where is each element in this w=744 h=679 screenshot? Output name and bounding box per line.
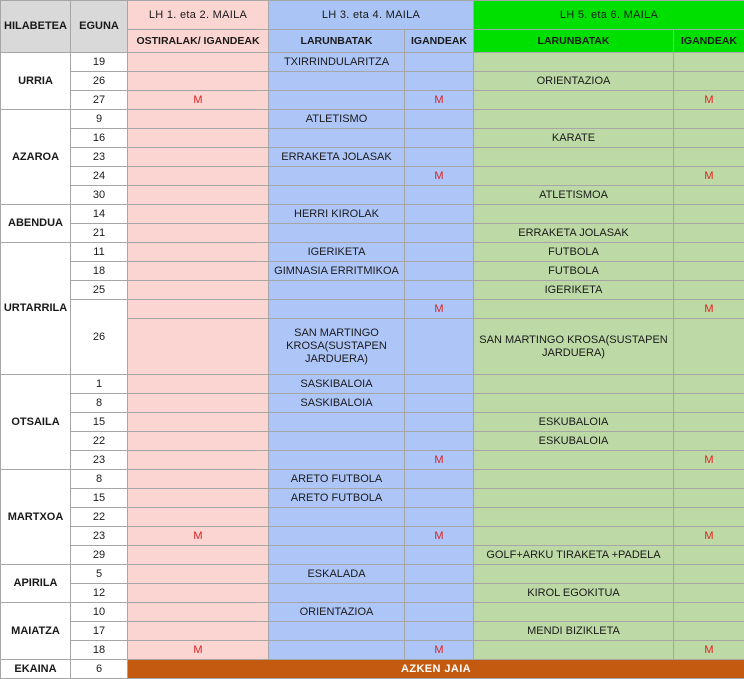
lh34-sunday-cell bbox=[405, 565, 474, 584]
lh56-sunday-cell: M bbox=[674, 451, 744, 470]
lh56-saturday-cell bbox=[474, 565, 674, 584]
lh56-sunday-cell bbox=[674, 319, 744, 375]
lh56-sunday-cell bbox=[674, 470, 744, 489]
lh12-cell bbox=[128, 470, 269, 489]
lh34-saturday-cell: HERRI KIROLAK bbox=[269, 205, 405, 224]
lh34-saturday-cell: ATLETISMO bbox=[269, 110, 405, 129]
lh34-sunday-cell bbox=[405, 72, 474, 91]
lh56-sunday-cell bbox=[674, 186, 744, 205]
lh34-saturday-cell: ARETO FUTBOLA bbox=[269, 470, 405, 489]
lh34-saturday-cell bbox=[269, 300, 405, 319]
day-cell: 25 bbox=[71, 281, 128, 300]
table-row bbox=[1, 508, 744, 527]
lh12-cell bbox=[128, 584, 269, 603]
lh34-saturday-cell bbox=[269, 186, 405, 205]
lh34-saturday-cell: SASKIBALOIA bbox=[269, 394, 405, 413]
lh12-cell bbox=[128, 224, 269, 243]
day-cell: 9 bbox=[71, 110, 128, 129]
lh34-saturday-cell bbox=[269, 72, 405, 91]
lh56-sunday-cell bbox=[674, 205, 744, 224]
lh56-sunday-cell bbox=[674, 375, 744, 394]
lh34-saturday-cell bbox=[269, 281, 405, 300]
lh12-cell bbox=[128, 243, 269, 262]
day-cell: 14 bbox=[71, 205, 128, 224]
lh34-saturday-cell: SASKIBALOIA bbox=[269, 375, 405, 394]
lh56-saturday-cell bbox=[474, 470, 674, 489]
header-day: EGUNA bbox=[71, 1, 128, 53]
lh56-saturday-cell: ERRAKETA JOLASAK bbox=[474, 224, 674, 243]
table-row bbox=[1, 224, 744, 243]
lh34-sunday-cell: M bbox=[405, 527, 474, 546]
month-cell: APIRILA bbox=[1, 565, 71, 603]
lh34-sunday-cell bbox=[405, 224, 474, 243]
schedule-body bbox=[1, 53, 744, 679]
lh56-sunday-cell bbox=[674, 394, 744, 413]
lh34-saturday-cell bbox=[269, 432, 405, 451]
day-cell: 10 bbox=[71, 603, 128, 622]
lh56-saturday-cell: GOLF+ARKU TIRAKETA +PADELA bbox=[474, 546, 674, 565]
lh12-cell bbox=[128, 394, 269, 413]
lh34-sunday-cell bbox=[405, 394, 474, 413]
table-row bbox=[1, 205, 744, 224]
lh56-sunday-cell bbox=[674, 622, 744, 641]
lh34-saturday-cell: ORIENTAZIOA bbox=[269, 603, 405, 622]
lh12-cell bbox=[128, 281, 269, 300]
lh34-saturday-cell: GIMNASIA ERRITMIKOA bbox=[269, 262, 405, 281]
lh34-sunday-cell bbox=[405, 281, 474, 300]
month-cell: MARTXOA bbox=[1, 470, 71, 565]
lh12-cell: M bbox=[128, 641, 269, 660]
subheader-lh34-saturdays: LARUNBATAK bbox=[269, 30, 405, 53]
lh56-sunday-cell bbox=[674, 508, 744, 527]
table-row bbox=[1, 167, 744, 186]
day-cell: 8 bbox=[71, 470, 128, 489]
table-row bbox=[1, 300, 744, 319]
lh12-cell bbox=[128, 205, 269, 224]
lh56-sunday-cell bbox=[674, 565, 744, 584]
day-cell: 1 bbox=[71, 375, 128, 394]
day-cell: 30 bbox=[71, 186, 128, 205]
lh34-sunday-cell: M bbox=[405, 451, 474, 470]
table-row bbox=[1, 413, 744, 432]
lh56-saturday-cell bbox=[474, 110, 674, 129]
lh34-sunday-cell bbox=[405, 129, 474, 148]
lh56-saturday-cell bbox=[474, 394, 674, 413]
table-row bbox=[1, 394, 744, 413]
lh34-sunday-cell bbox=[405, 489, 474, 508]
lh56-sunday-cell bbox=[674, 546, 744, 565]
lh34-sunday-cell: M bbox=[405, 91, 474, 110]
lh56-sunday-cell bbox=[674, 262, 744, 281]
lh12-cell bbox=[128, 546, 269, 565]
lh34-sunday-cell bbox=[405, 262, 474, 281]
table-row bbox=[1, 375, 744, 394]
lh56-saturday-cell bbox=[474, 451, 674, 470]
day-cell: 29 bbox=[71, 546, 128, 565]
lh12-cell bbox=[128, 451, 269, 470]
table-row bbox=[1, 603, 744, 622]
lh56-saturday-cell: FUTBOLA bbox=[474, 243, 674, 262]
table-row bbox=[1, 72, 744, 91]
lh34-saturday-cell bbox=[269, 413, 405, 432]
lh34-sunday-cell bbox=[405, 110, 474, 129]
lh12-cell bbox=[128, 319, 269, 375]
lh56-sunday-cell bbox=[674, 603, 744, 622]
lh34-sunday-cell bbox=[405, 413, 474, 432]
lh34-saturday-cell: TXIRRINDULARITZA bbox=[269, 53, 405, 72]
table-row bbox=[1, 527, 744, 546]
lh12-cell: M bbox=[128, 91, 269, 110]
day-cell: 23 bbox=[71, 527, 128, 546]
lh34-saturday-cell bbox=[269, 641, 405, 660]
lh34-saturday-cell: IGERIKETA bbox=[269, 243, 405, 262]
day-cell: 18 bbox=[71, 262, 128, 281]
table-row bbox=[1, 110, 744, 129]
table-row bbox=[1, 489, 744, 508]
month-cell: ABENDUA bbox=[1, 205, 71, 243]
lh56-sunday-cell bbox=[674, 72, 744, 91]
lh56-sunday-cell: M bbox=[674, 300, 744, 319]
lh12-cell: M bbox=[128, 527, 269, 546]
lh56-sunday-cell bbox=[674, 110, 744, 129]
lh56-sunday-cell: M bbox=[674, 527, 744, 546]
lh34-saturday-cell bbox=[269, 508, 405, 527]
lh34-saturday-cell bbox=[269, 224, 405, 243]
day-cell: 5 bbox=[71, 565, 128, 584]
lh56-sunday-cell bbox=[674, 243, 744, 262]
table-row bbox=[1, 641, 744, 660]
final-party-banner: AZKEN JAIA bbox=[128, 660, 744, 679]
month-cell: OTSAILA bbox=[1, 375, 71, 470]
table-row bbox=[1, 281, 744, 300]
lh34-sunday-cell bbox=[405, 432, 474, 451]
lh56-saturday-cell bbox=[474, 148, 674, 167]
lh34-sunday-cell bbox=[405, 546, 474, 565]
table-row bbox=[1, 565, 744, 584]
lh12-cell bbox=[128, 565, 269, 584]
lh12-cell bbox=[128, 148, 269, 167]
lh12-cell bbox=[128, 72, 269, 91]
lh34-saturday-cell bbox=[269, 584, 405, 603]
table-row bbox=[1, 53, 744, 72]
lh56-saturday-cell: ESKUBALOIA bbox=[474, 432, 674, 451]
lh56-saturday-cell bbox=[474, 603, 674, 622]
lh56-saturday-cell: ORIENTAZIOA bbox=[474, 72, 674, 91]
lh34-saturday-cell bbox=[269, 622, 405, 641]
day-cell: 16 bbox=[71, 129, 128, 148]
lh56-saturday-cell bbox=[474, 641, 674, 660]
day-cell: 11 bbox=[71, 243, 128, 262]
lh12-cell bbox=[128, 53, 269, 72]
lh34-sunday-cell: M bbox=[405, 300, 474, 319]
subheader-lh12-fri-sun: OSTIRALAK/ IGANDEAK bbox=[128, 30, 269, 53]
lh34-sunday-cell: M bbox=[405, 167, 474, 186]
lh12-cell bbox=[128, 622, 269, 641]
day-cell: 24 bbox=[71, 167, 128, 186]
lh56-sunday-cell bbox=[674, 432, 744, 451]
table-row bbox=[1, 622, 744, 641]
lh34-sunday-cell bbox=[405, 53, 474, 72]
lh56-sunday-cell: M bbox=[674, 167, 744, 186]
lh56-saturday-cell bbox=[474, 375, 674, 394]
table-row bbox=[1, 470, 744, 489]
lh34-saturday-cell bbox=[269, 451, 405, 470]
header-month: HILABETEA bbox=[1, 1, 71, 53]
lh34-saturday-cell bbox=[269, 546, 405, 565]
final-row bbox=[1, 660, 744, 679]
month-cell: URRIA bbox=[1, 53, 71, 110]
month-cell: URTARRILA bbox=[1, 243, 71, 375]
table-row bbox=[1, 451, 744, 470]
day-cell: 18 bbox=[71, 641, 128, 660]
lh34-saturday-cell: ARETO FUTBOLA bbox=[269, 489, 405, 508]
lh34-sunday-cell bbox=[405, 186, 474, 205]
lh34-sunday-cell bbox=[405, 584, 474, 603]
lh56-saturday-cell: KARATE bbox=[474, 129, 674, 148]
day-cell: 6 bbox=[71, 660, 128, 679]
lh34-saturday-cell: ESKALADA bbox=[269, 565, 405, 584]
table-row bbox=[1, 186, 744, 205]
lh56-sunday-cell bbox=[674, 224, 744, 243]
lh34-sunday-cell bbox=[405, 243, 474, 262]
lh34-sunday-cell bbox=[405, 622, 474, 641]
day-cell: 26 bbox=[71, 300, 128, 375]
lh56-sunday-cell bbox=[674, 281, 744, 300]
table-row bbox=[1, 584, 744, 603]
subheader-lh56-saturdays: LARUNBATAK bbox=[474, 30, 674, 53]
day-cell: 23 bbox=[71, 451, 128, 470]
lh34-sunday-cell bbox=[405, 470, 474, 489]
subheader-lh34-sundays: IGANDEAK bbox=[405, 30, 474, 53]
lh56-sunday-cell: M bbox=[674, 91, 744, 110]
month-cell: AZAROA bbox=[1, 110, 71, 205]
lh56-saturday-cell bbox=[474, 205, 674, 224]
day-cell: 27 bbox=[71, 91, 128, 110]
month-cell: EKAINA bbox=[1, 660, 71, 679]
lh12-cell bbox=[128, 603, 269, 622]
lh12-cell bbox=[128, 489, 269, 508]
lh56-saturday-cell: FUTBOLA bbox=[474, 262, 674, 281]
lh34-sunday-cell: M bbox=[405, 641, 474, 660]
day-cell: 22 bbox=[71, 508, 128, 527]
lh34-saturday-cell: SAN MARTINGO KROSA(SUSTAPEN JARDUERA) bbox=[269, 319, 405, 375]
table-row bbox=[1, 148, 744, 167]
table-row bbox=[1, 243, 744, 262]
table-row bbox=[1, 129, 744, 148]
table-row bbox=[1, 91, 744, 110]
day-cell: 17 bbox=[71, 622, 128, 641]
lh56-sunday-cell: M bbox=[674, 641, 744, 660]
lh12-cell bbox=[128, 413, 269, 432]
lh56-sunday-cell bbox=[674, 148, 744, 167]
header-group-lh56: LH 5. eta 6. MAILA bbox=[474, 1, 744, 30]
lh34-saturday-cell bbox=[269, 167, 405, 186]
lh56-sunday-cell bbox=[674, 489, 744, 508]
day-cell: 12 bbox=[71, 584, 128, 603]
lh34-sunday-cell bbox=[405, 375, 474, 394]
lh56-saturday-cell: ESKUBALOIA bbox=[474, 413, 674, 432]
lh12-cell bbox=[128, 432, 269, 451]
lh34-sunday-cell bbox=[405, 508, 474, 527]
lh56-saturday-cell bbox=[474, 527, 674, 546]
lh56-saturday-cell: MENDI BIZIKLETA bbox=[474, 622, 674, 641]
lh56-sunday-cell bbox=[674, 53, 744, 72]
lh34-saturday-cell bbox=[269, 91, 405, 110]
lh34-sunday-cell bbox=[405, 603, 474, 622]
lh56-saturday-cell: SAN MARTINGO KROSA(SUSTAPEN JARDUERA) bbox=[474, 319, 674, 375]
lh56-saturday-cell bbox=[474, 508, 674, 527]
lh56-saturday-cell: KIROL EGOKITUA bbox=[474, 584, 674, 603]
lh34-saturday-cell: ERRAKETA JOLASAK bbox=[269, 148, 405, 167]
lh12-cell bbox=[128, 300, 269, 319]
lh56-saturday-cell bbox=[474, 91, 674, 110]
lh56-saturday-cell bbox=[474, 489, 674, 508]
day-cell: 15 bbox=[71, 489, 128, 508]
lh34-sunday-cell bbox=[405, 205, 474, 224]
lh56-saturday-cell: ATLETISMOA bbox=[474, 186, 674, 205]
day-cell: 22 bbox=[71, 432, 128, 451]
subheader-lh56-sundays: IGANDEAK bbox=[674, 30, 744, 53]
day-cell: 15 bbox=[71, 413, 128, 432]
lh56-saturday-cell bbox=[474, 53, 674, 72]
day-cell: 19 bbox=[71, 53, 128, 72]
day-cell: 26 bbox=[71, 72, 128, 91]
lh12-cell bbox=[128, 375, 269, 394]
lh56-saturday-cell bbox=[474, 300, 674, 319]
lh12-cell bbox=[128, 508, 269, 527]
lh12-cell bbox=[128, 262, 269, 281]
lh34-saturday-cell bbox=[269, 129, 405, 148]
lh56-sunday-cell bbox=[674, 413, 744, 432]
lh56-saturday-cell bbox=[474, 167, 674, 186]
header-group-lh12: LH 1. eta 2. MAILA bbox=[128, 1, 269, 30]
lh34-sunday-cell bbox=[405, 319, 474, 375]
lh12-cell bbox=[128, 186, 269, 205]
table-row bbox=[1, 546, 744, 565]
lh34-saturday-cell bbox=[269, 527, 405, 546]
header-group-lh34: LH 3. eta 4. MAILA bbox=[269, 1, 474, 30]
day-cell: 23 bbox=[71, 148, 128, 167]
table-row bbox=[1, 432, 744, 451]
lh56-sunday-cell bbox=[674, 584, 744, 603]
lh12-cell bbox=[128, 110, 269, 129]
lh56-sunday-cell bbox=[674, 129, 744, 148]
lh12-cell bbox=[128, 167, 269, 186]
lh56-saturday-cell: IGERIKETA bbox=[474, 281, 674, 300]
month-cell: MAIATZA bbox=[1, 603, 71, 660]
table-row bbox=[1, 262, 744, 281]
lh12-cell bbox=[128, 129, 269, 148]
day-cell: 21 bbox=[71, 224, 128, 243]
day-cell: 8 bbox=[71, 394, 128, 413]
lh34-sunday-cell bbox=[405, 148, 474, 167]
